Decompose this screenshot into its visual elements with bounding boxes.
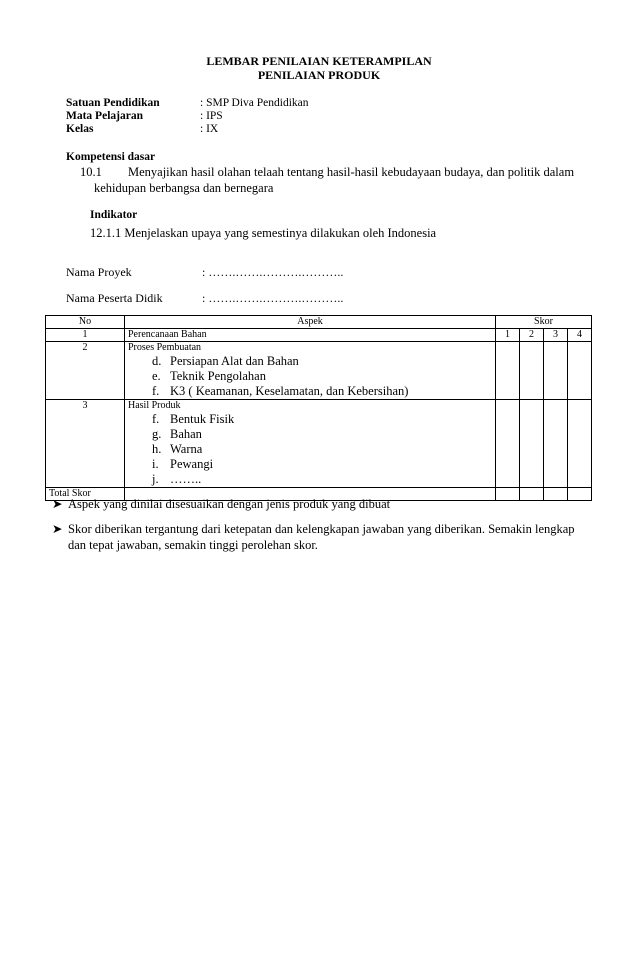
kompetensi-text: Menyajikan hasil olahan telaah tentang hasil-hasil kebudayaan budaya, dan politik dalam	[128, 165, 575, 179]
table-row	[46, 329, 592, 342]
table-row	[46, 400, 592, 488]
list-item: i. Pewangi	[152, 457, 214, 471]
document-title: LEMBAR PENILAIAN KETERAMPILAN	[206, 54, 432, 68]
info-value: : IX	[200, 123, 219, 135]
info-row-satuan	[66, 97, 309, 110]
indikator-text: 12.1.1 Menjelaskan upaya yang semestinya dilakukan oleh Indonesia	[90, 226, 437, 240]
info-label: Kelas	[66, 123, 94, 135]
list-item	[52, 496, 592, 512]
proyek-label: Nama Proyek	[66, 265, 132, 279]
list-item: f. K3 ( Keamanan, Keselamatan, dan Kebersihan)	[152, 384, 409, 398]
note-text: Skor diberikan tergantung dari ketepatan dan kelengkapan jawaban yang diberikan. Semakin lengkap dan tepat jawaban, semakin tinggi perolehan skor.	[68, 522, 575, 552]
sub-item-list	[152, 412, 492, 487]
proyek-value: : …….…….……….………..	[202, 265, 344, 279]
list-item: g. Bahan	[152, 427, 202, 441]
list-item: j. ……..	[152, 472, 202, 486]
nama-peserta-row	[66, 291, 343, 306]
skor-cell[interactable]	[544, 400, 568, 488]
info-value: : SMP Diva Pendidikan	[200, 97, 309, 109]
skor-col-4: 4	[568, 329, 592, 342]
table-row	[46, 342, 592, 400]
kompetensi-label: Kompetensi dasar	[66, 151, 156, 163]
kompetensi-code: 10.1	[80, 165, 102, 179]
table-header-row	[46, 316, 592, 329]
row-aspek-cell	[125, 342, 496, 400]
row-aspek: Perencanaan Bahan	[125, 329, 496, 342]
row-aspek-cell	[125, 400, 496, 488]
skor-col-2: 2	[520, 329, 544, 342]
skor-cell[interactable]	[568, 342, 592, 400]
nama-proyek-row	[66, 265, 343, 280]
skor-col-3: 3	[544, 329, 568, 342]
header-aspek: Aspek	[125, 316, 496, 329]
notes-list	[52, 496, 592, 562]
info-row-mapel	[66, 110, 223, 123]
list-item: f. Bentuk Fisik	[152, 412, 235, 426]
skor-cell[interactable]	[520, 400, 544, 488]
list-item: d. Persiapan Alat dan Bahan	[152, 354, 299, 368]
skor-cell[interactable]	[568, 400, 592, 488]
peserta-value: : …….…….……….………..	[202, 291, 344, 305]
document-subtitle: PENILAIAN PRODUK	[257, 68, 381, 82]
skor-cell[interactable]	[520, 342, 544, 400]
kompetensi-text-continued: kehidupan berbangsa dan bernegara	[94, 181, 274, 195]
skor-col-1: 1	[496, 329, 520, 342]
arrow-bullet-icon: ➤	[52, 522, 63, 536]
sub-item-list	[152, 354, 492, 399]
list-item: h. Warna	[152, 442, 203, 456]
row-no: 1	[46, 329, 125, 342]
total-skor-label: Total Skor	[46, 488, 125, 501]
info-label: Mata Pelajaran	[66, 110, 143, 122]
header-skor: Skor	[496, 316, 592, 329]
skor-cell[interactable]	[496, 400, 520, 488]
list-item: e. Teknik Pengolahan	[152, 369, 266, 383]
assessment-table	[45, 315, 592, 501]
skor-cell[interactable]	[544, 342, 568, 400]
row-no: 2	[46, 342, 125, 400]
arrow-bullet-icon: ➤	[52, 497, 63, 511]
list-item	[52, 521, 592, 553]
note-text: Aspek yang dinilai disesuaikan dengan jenis produk yang dibuat	[68, 497, 391, 511]
info-label: Satuan Pendidikan	[66, 97, 160, 109]
skor-cell[interactable]	[496, 342, 520, 400]
header-no: No	[46, 316, 125, 329]
info-row-kelas	[66, 123, 218, 136]
row-aspek: Hasil Produk	[128, 400, 181, 411]
info-value: : IPS	[200, 110, 223, 122]
indikator-label: Indikator	[90, 209, 138, 221]
row-no: 3	[46, 400, 125, 488]
row-aspek: Proses Pembuatan	[128, 342, 202, 353]
peserta-label: Nama Peserta Didik	[66, 291, 163, 305]
